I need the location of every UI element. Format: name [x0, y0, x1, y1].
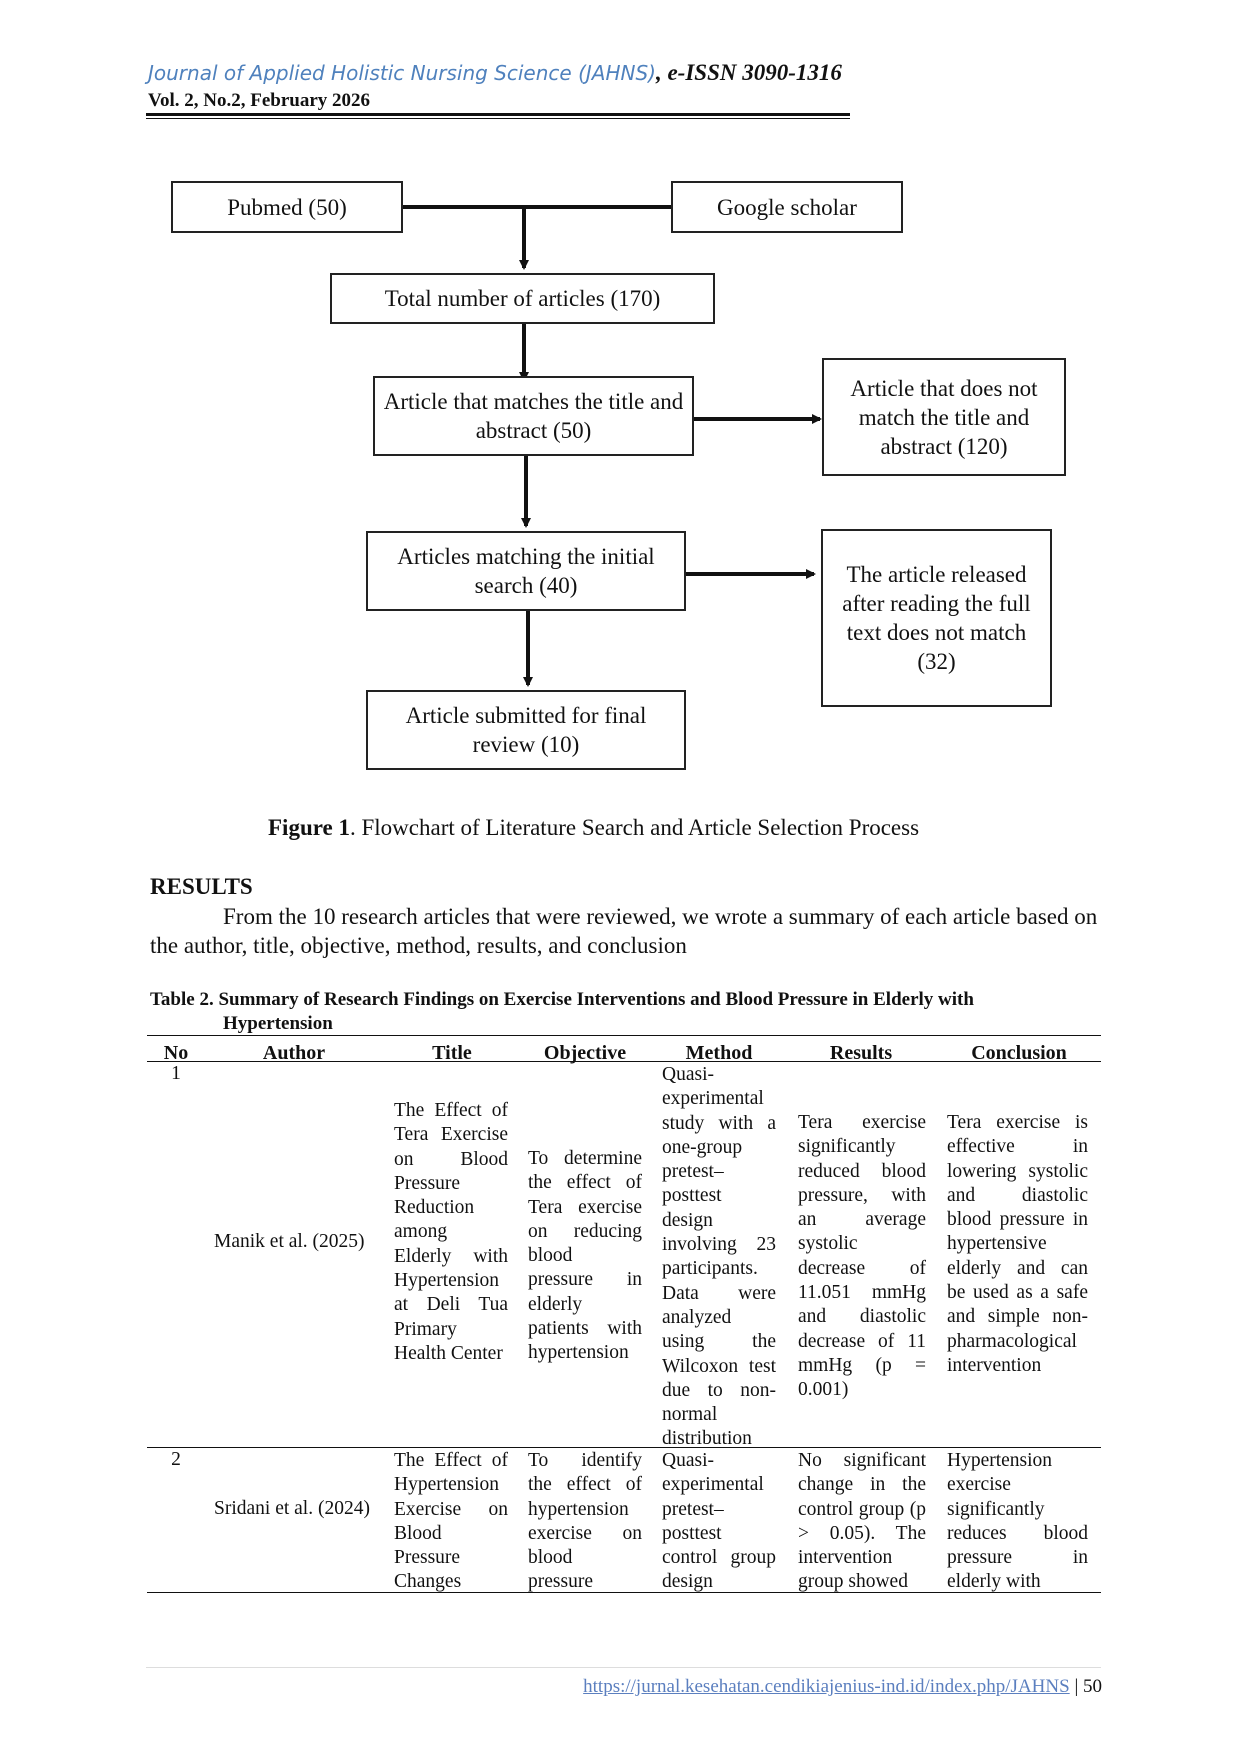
table-row-1-results: Tera exercise significantly reduced blood pressure, with an average systolic decrease of 11.051 mmHg and diastolic decrease of 11 mmHg (p = 0.001) — [798, 1112, 926, 1401]
figure-caption-text: . Flowchart of Literature Search and Article Selection Process — [349, 815, 920, 840]
table-caption-line1: Table 2. Summary of Research Findings on Exercise Interventions and Blood Pressure in Elderly with — [150, 989, 974, 1010]
table-header-method: Method — [685, 1042, 753, 1064]
figure-label: Figure 1 — [268, 815, 350, 840]
table-header-results: Results — [829, 1042, 893, 1064]
table-header-objective: Objective — [543, 1042, 627, 1064]
flow-box-pubmed: Pubmed (50) — [171, 181, 403, 233]
table-row-2-results: No significant change in the control group (p > 0.05). The intervention group showed — [798, 1450, 926, 1593]
results-heading: RESULTS — [150, 874, 253, 899]
table-row-1-no: 1 — [171, 1063, 181, 1084]
footer-separator: | — [1069, 1676, 1083, 1697]
table-row-1-method: Quasi-experimental study with a one-group pretest–posttest design involving 23 participants. Data were analyzed using the Wilcoxon test due to non-normal distribution — [662, 1064, 776, 1450]
table-row-2-no: 2 — [171, 1449, 181, 1470]
page-footer — [583, 1676, 1102, 1698]
table-caption — [150, 988, 1080, 1036]
table-row-2-author: Sridani et al. (2024) — [214, 1498, 370, 1519]
table-header-no: No — [163, 1042, 189, 1064]
table-row-rule — [147, 1447, 1101, 1448]
flow-box-google-scholar: Google scholar — [671, 181, 903, 233]
flow-box-final-review: Article submitted for final review (10) — [366, 690, 686, 770]
table-row-1-author: Manik et al. (2025) — [214, 1231, 365, 1252]
results-paragraph: From the 10 research articles that were reviewed, we wrote a summary of each article based on the author, title, objective, method, results, and conclusion — [150, 904, 1098, 958]
table-row-2-objective: To identify the effect of hypertension exercise on blood pressure — [528, 1450, 642, 1593]
table-top-rule — [147, 1035, 1101, 1036]
flow-box-fulltext-excluded: The article released after reading the full text does not match (32) — [821, 529, 1052, 707]
table-row-1-title: The Effect of Tera Exercise on Blood Pressure Reduction among Elderly with Hypertension at Deli Tua Primary Health Center — [394, 1100, 508, 1364]
journal-issn: , e-ISSN 3090-1316 — [655, 60, 842, 85]
table-row-2-title: The Effect of Hypertension Exercise on Blood Pressure Changes — [394, 1450, 508, 1593]
table-header-conclusion: Conclusion — [971, 1042, 1067, 1064]
table-header-author: Author — [262, 1042, 326, 1064]
table-row-2-method: Quasi-experimental pretest–posttest control group design — [662, 1450, 776, 1593]
flow-box-total: Total number of articles (170) — [330, 273, 715, 324]
table-header-title: Title — [432, 1042, 472, 1064]
journal-url-link[interactable]: https://jurnal.kesehatan.cendikiajenius-ind.id/index.php/JAHNS — [583, 1676, 1070, 1697]
volume-info: Vol. 2, No.2, February 2026 — [148, 90, 371, 111]
footer-rule — [146, 1667, 1101, 1668]
table-row-2-conclusion: Hypertension exercise significantly reduces blood pressure in elderly with — [947, 1450, 1088, 1593]
table-caption-line2: Hypertension — [223, 1013, 333, 1034]
figure-caption — [268, 815, 919, 841]
journal-name: Journal of Applied Holistic Nursing Science (JAHNS) — [148, 61, 656, 85]
flow-box-title-match: Article that matches the title and abstract (50) — [373, 376, 694, 456]
flow-box-initial-match: Articles matching the initial search (40) — [366, 531, 686, 611]
table-row-1-objective: To determine the effect of Tera exercise on reducing blood pressure in elderly patients with hypertension — [528, 1148, 642, 1364]
page-number: 50 — [1083, 1676, 1102, 1697]
flow-box-title-nomatch: Article that does not match the title and abstract (120) — [822, 358, 1066, 476]
table-row-1-conclusion: Tera exercise is effective in lowering systolic and diastolic blood pressure in hypertensive elderly and can be used as a safe and simple non-pharmacological intervention — [947, 1112, 1088, 1376]
